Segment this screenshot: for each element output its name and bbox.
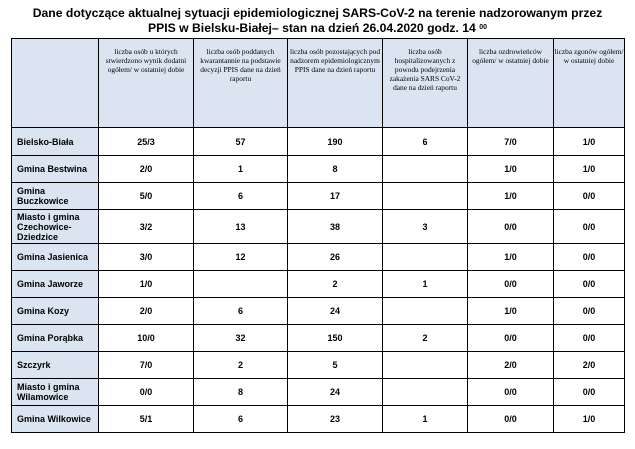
table-cell: 0/0 [554, 298, 625, 325]
title-line-1: Dane dotyczące aktualnej sytuacji epidemiologicznej SARS-CoV-2 na terenie nadzorowanym przez [32, 6, 603, 20]
table-cell: 0/0 [554, 379, 625, 406]
table-cell [383, 156, 468, 183]
header-corner-cell [12, 39, 99, 128]
table-row [12, 128, 625, 156]
row-name-cell: Gmina Buczkowice [12, 183, 99, 210]
table-row [12, 298, 625, 325]
table-cell [194, 271, 288, 298]
table-row [12, 183, 625, 210]
table-cell: 0/0 [554, 244, 625, 271]
header-cell: liczba osób pozostających pod nadzorem epidemiologicznym PPIS dane na dzień raportu [288, 39, 383, 128]
table-cell [383, 183, 468, 210]
table-cell: 1/0 [554, 156, 625, 183]
table-cell: 3/2 [99, 210, 194, 244]
table-cell: 1/0 [468, 183, 554, 210]
table-cell: 3 [383, 210, 468, 244]
row-name-cell: Gmina Wilkowice [12, 406, 99, 433]
table-row [12, 156, 625, 183]
header-cell: liczba zgonów ogółem/ w ostatniej dobie [554, 39, 625, 128]
title-time-superscript: 00 [479, 24, 488, 31]
row-name-cell: Gmina Jasienica [12, 244, 99, 271]
table-row [12, 379, 625, 406]
table-cell: 13 [194, 210, 288, 244]
table-row [12, 210, 625, 244]
table-cell [383, 379, 468, 406]
table-cell: 0/0 [554, 271, 625, 298]
table-cell: 1/0 [468, 156, 554, 183]
table-cell: 150 [288, 325, 383, 352]
table-cell: 7/0 [468, 128, 554, 156]
title-line-2 [0, 21, 635, 36]
table-cell: 6 [194, 298, 288, 325]
table-cell: 5/1 [99, 406, 194, 433]
table-cell [383, 352, 468, 379]
table-cell: 1/0 [468, 298, 554, 325]
table-cell: 0/0 [554, 210, 625, 244]
header-cell: liczba osób hospitalizowanych z powodu podejrzenia zakażenia SARS CoV-2 dane na dzień raportu [383, 39, 468, 128]
table-cell: 190 [288, 128, 383, 156]
table-cell: 2/0 [99, 156, 194, 183]
table-cell: 1 [383, 271, 468, 298]
table-row [12, 325, 625, 352]
table-row [12, 271, 625, 298]
table-cell: 2/0 [468, 352, 554, 379]
table-cell: 24 [288, 379, 383, 406]
table-cell: 6 [194, 406, 288, 433]
table-cell: 0/0 [554, 183, 625, 210]
table-cell: 2 [288, 271, 383, 298]
epidemiological-data-table [11, 38, 625, 433]
table-cell: 0/0 [99, 379, 194, 406]
table-cell: 5/0 [99, 183, 194, 210]
table-cell: 2/0 [554, 352, 625, 379]
header-cell: liczba osób u których stwierdzono wynik dodatni ogółem/ w ostatniej dobie [99, 39, 194, 128]
table-cell: 0/0 [554, 325, 625, 352]
table-cell: 7/0 [99, 352, 194, 379]
table-cell: 0/0 [468, 271, 554, 298]
table-cell: 8 [288, 156, 383, 183]
table-cell [383, 298, 468, 325]
table-cell: 8 [194, 379, 288, 406]
table-cell: 10/0 [99, 325, 194, 352]
row-name-cell: Bielsko-Biała [12, 128, 99, 156]
table-cell: 57 [194, 128, 288, 156]
header-cell: liczba osób poddanych kwarantannie na podstawie decyzji PPIS dane na dzień raportu [194, 39, 288, 128]
table-cell: 25/3 [99, 128, 194, 156]
header-cell: liczba ozdrowieńców ogółem/ w ostatniej dobie [468, 39, 554, 128]
table-cell: 5 [288, 352, 383, 379]
table-cell: 23 [288, 406, 383, 433]
header-row [12, 39, 625, 128]
table-cell: 12 [194, 244, 288, 271]
table-cell: 26 [288, 244, 383, 271]
table-cell: 32 [194, 325, 288, 352]
table-cell: 1/0 [99, 271, 194, 298]
table-cell: 6 [194, 183, 288, 210]
table-cell: 0/0 [468, 325, 554, 352]
table-cell: 1 [194, 156, 288, 183]
row-name-cell: Gmina Porąbka [12, 325, 99, 352]
row-name-cell: Miasto i gmina Czechowice-Dziedzice [12, 210, 99, 244]
table-cell: 38 [288, 210, 383, 244]
table-row [12, 406, 625, 433]
table-cell: 1/0 [554, 128, 625, 156]
table-cell: 0/0 [468, 406, 554, 433]
row-name-cell: Gmina Jaworze [12, 271, 99, 298]
row-name-cell: Szczyrk [12, 352, 99, 379]
table-cell: 3/0 [99, 244, 194, 271]
table-cell: 1/0 [554, 406, 625, 433]
table-cell: 2 [383, 325, 468, 352]
table-cell: 24 [288, 298, 383, 325]
table-cell: 17 [288, 183, 383, 210]
row-name-cell: Gmina Bestwina [12, 156, 99, 183]
table-cell: 6 [383, 128, 468, 156]
table-cell: 1 [383, 406, 468, 433]
title-line-2-text: PPIS w Bielsku-Białej– stan na dzień 26.04.2020 godz. 14 [147, 21, 476, 35]
row-name-cell: Gmina Kozy [12, 298, 99, 325]
table-row [12, 352, 625, 379]
table-cell: 2/0 [99, 298, 194, 325]
table-cell: 0/0 [468, 210, 554, 244]
row-name-cell: Miasto i gmina Wilamowice [12, 379, 99, 406]
document-title [0, 6, 635, 36]
table-cell [383, 244, 468, 271]
table-cell: 0/0 [468, 379, 554, 406]
table-row [12, 244, 625, 271]
table-cell: 2 [194, 352, 288, 379]
table-cell: 1/0 [468, 244, 554, 271]
